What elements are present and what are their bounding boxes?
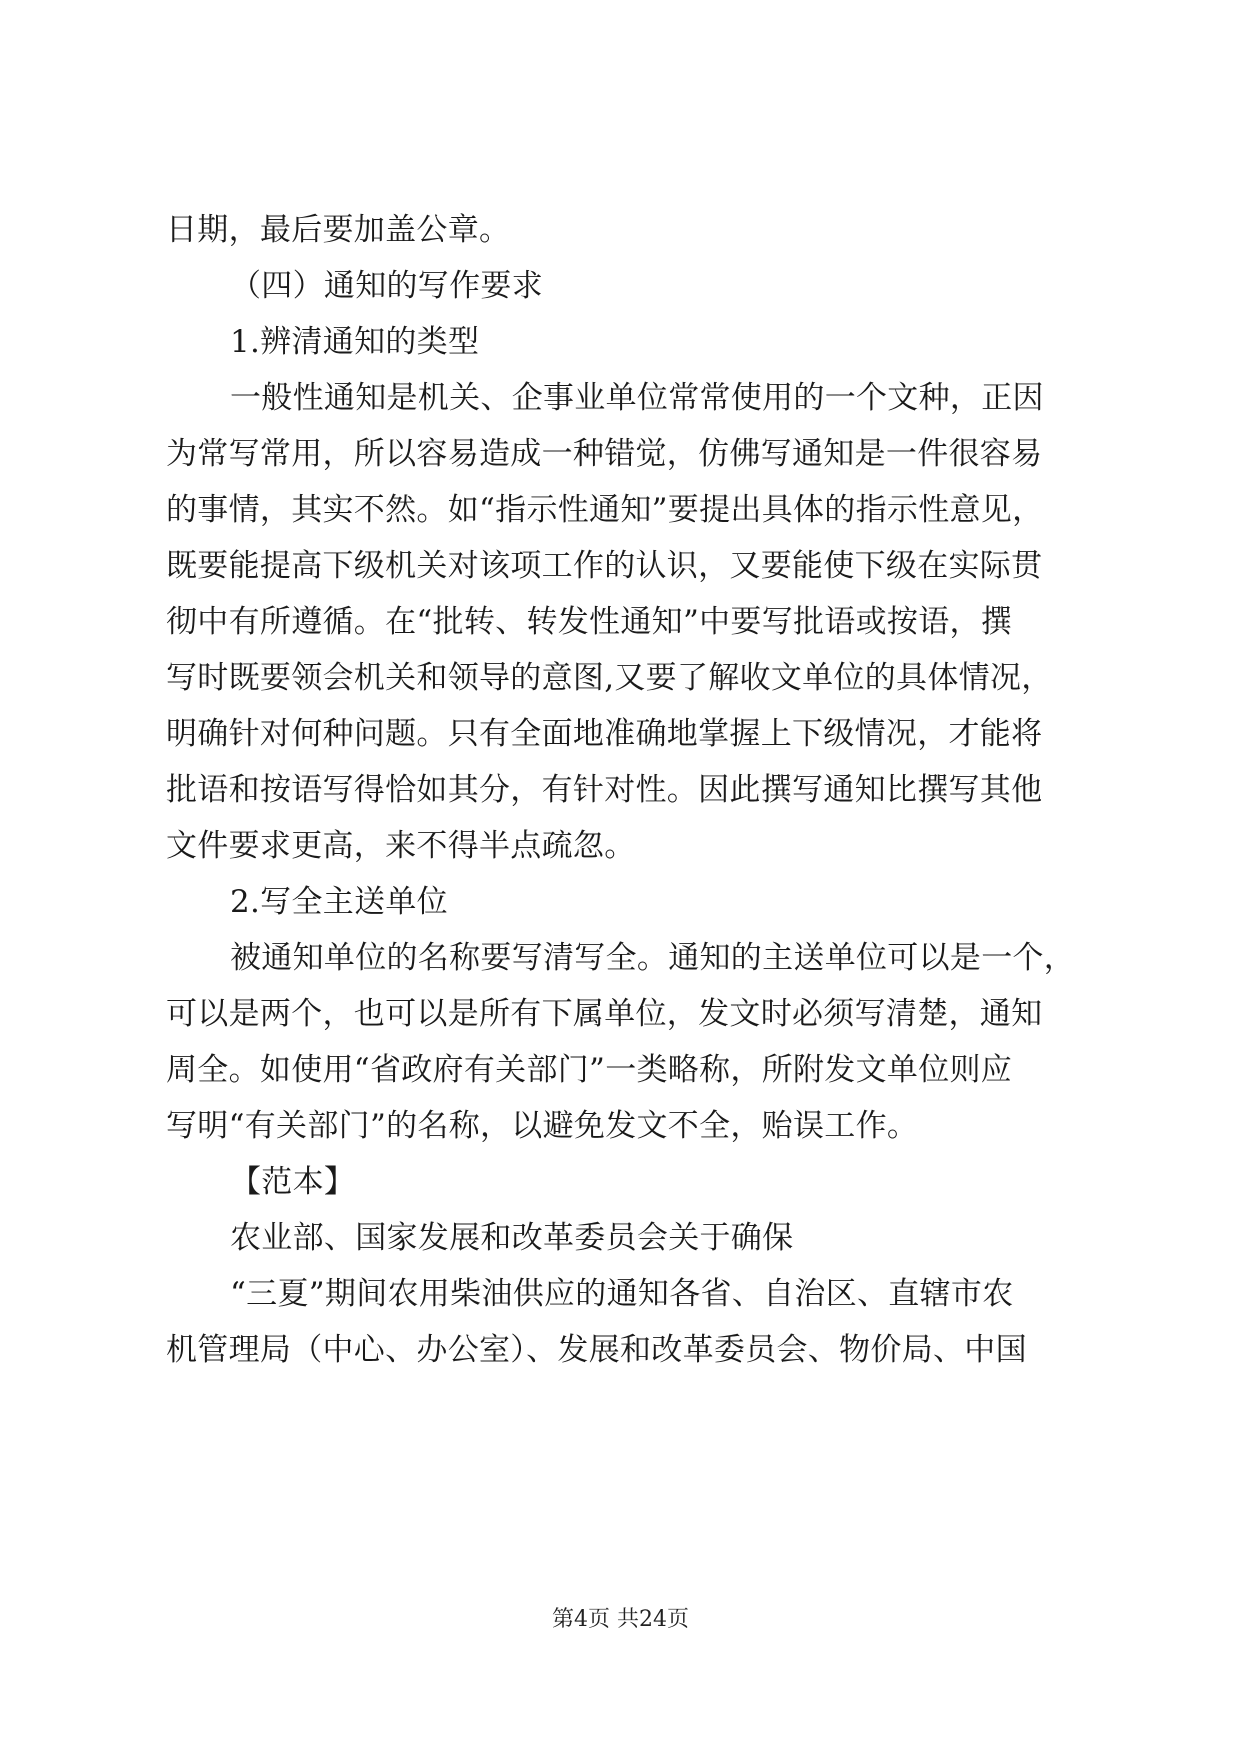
body-line: 批语和按语写得恰如其分，有针对性。因此撰写通知比撰写其他 [166,772,1043,808]
subsection-heading: 1.辨清通知的类型 [230,324,480,360]
body-line: 的事情，其实不然。如“指示性通知”要提出具体的指示性意见， [166,492,1044,528]
section-heading: （四）通知的写作要求 [230,268,543,304]
body-line: 周全。如使用“省政府有关部门”一类略称，所附发文单位则应 [166,1052,1013,1088]
body-line: 彻中有所遵循。在“批转、转发性通知”中要写批语或按语，撰 [166,604,1013,640]
body-line: 写明“有关部门”的名称，以避免发文不全，贻误工作。 [166,1108,919,1144]
body-line: 为常写常用，所以容易造成一种错觉，仿佛写通知是一件很容易 [166,436,1043,472]
sample-heading: 【范本】 [230,1164,356,1200]
body-line: 明确针对何种问题。只有全面地准确地掌握上下级情况，才能将 [166,716,1043,752]
body-line: 机管理局（中心、办公室）、发展和改革委员会、物价局、中国 [166,1332,1027,1368]
subsection-heading: 2.写全主送单位 [230,884,448,920]
body-line: 被通知单位的名称要写清写全。通知的主送单位可以是一个， [230,940,1076,976]
body-line: 可以是两个，也可以是所有下属单位，发文时必须写清楚，通知 [166,996,1043,1032]
body-line: 文件要求更高，来不得半点疏忽。 [166,828,636,864]
body-line: 日期，最后要加盖公章。 [166,212,511,248]
body-line: “三夏”期间农用柴油供应的通知各省、自治区、直辖市农 [230,1276,1014,1312]
body-line: 写时既要领会机关和领导的意图,又要了解收文单位的具体情况， [166,660,1053,696]
page-footer: 第4页 共24页 [552,1607,689,1632]
body-line: 一般性通知是机关、企事业单位常常使用的一个文种，正因 [230,380,1044,416]
body-line: 既要能提高下级机关对该项工作的认识，又要能使下级在实际贯 [166,548,1043,584]
sample-title: 农业部、国家发展和改革委员会关于确保 [230,1220,794,1256]
